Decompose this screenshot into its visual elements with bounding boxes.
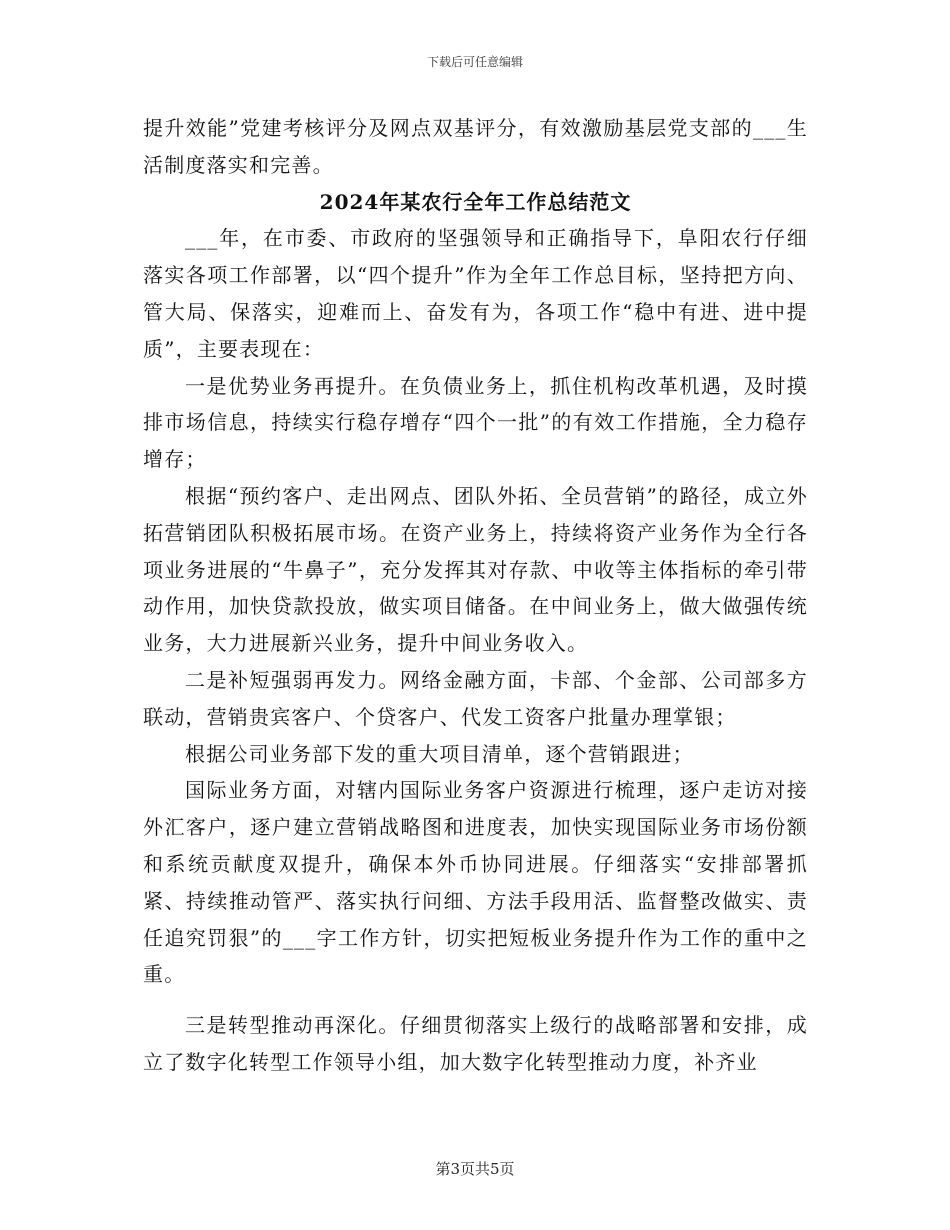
document-title: 2024年某农行全年工作总结范文 bbox=[319, 189, 632, 214]
page-footer: 第3页共5页 bbox=[435, 1160, 515, 1178]
body-paragraph-2: 一是优势业务再提升。在负债业务上，抓住机构改革机遇，及时摸排市场信息，持续实行稳存增存“四个一批”的有效工作措施，全力稳存增存； bbox=[143, 373, 808, 472]
page-header: 下载后可任意编辑 bbox=[426, 55, 523, 69]
intro-continuation-paragraph: 提升效能”党建考核评分及网点双基评分，有效激励基层党支部的___生活制度落实和完善。 bbox=[143, 116, 808, 177]
body-paragraph-1: ___年，在市委、市政府的坚强领导和正确指导下，阜阳农行仔细落实各项工作部署，以“四个提升”作为全年工作总目标，坚持把方向、管大局、保落实，迎难而上、奋发有为，各项工作“稳中有进、进中提质”，主要表现在： bbox=[143, 226, 808, 361]
paragraph-gap bbox=[143, 993, 808, 1007]
body-paragraph-5: 根据公司业务部下发的重大项目清单，逐个营销跟进； bbox=[185, 741, 694, 766]
body-paragraph-7: 三是转型推动再深化。仔细贯彻落实上级行的战略部署和安排，成立了数字化转型工作领导小组，加大数字化转型推动力度，补齐业 bbox=[143, 1013, 808, 1074]
document-body bbox=[143, 110, 808, 1081]
body-paragraph-6: 国际业务方面，对辖内国际业务客户资源进行梳理，逐户走访对接外汇客户，逐户建立营销战略图和进度表，加快实现国际业务市场份额和系统贡献度双提升，确保本外币协同进展。仔细落实“安排部署抓紧、持续推动管严、落实执行问细、方法手段用活、监督整改做实、责任追究罚狠”的___字工作方针，切实把短板业务提升作为工作的重中之重。 bbox=[143, 778, 808, 987]
body-paragraph-3: 根据“预约客户、走出网点、团队外拓、全员营销”的路径，成立外拓营销团队积极拓展市场。在资产业务上，持续将资产业务作为全行各项业务进展的“牛鼻子”，充分发挥其对存款、中收等主体指标的牵引带动作用，加快贷款投放，做实项目储备。在中间业务上，做大做强传统业务，大力进展新兴业务，提升中间业务收入。 bbox=[143, 483, 808, 656]
body-paragraph-4: 二是补短强弱再发力。网络金融方面，卡部、个金部、公司部多方联动，营销贵宾客户、个贷客户、代发工资客户批量办理掌银； bbox=[143, 667, 808, 729]
